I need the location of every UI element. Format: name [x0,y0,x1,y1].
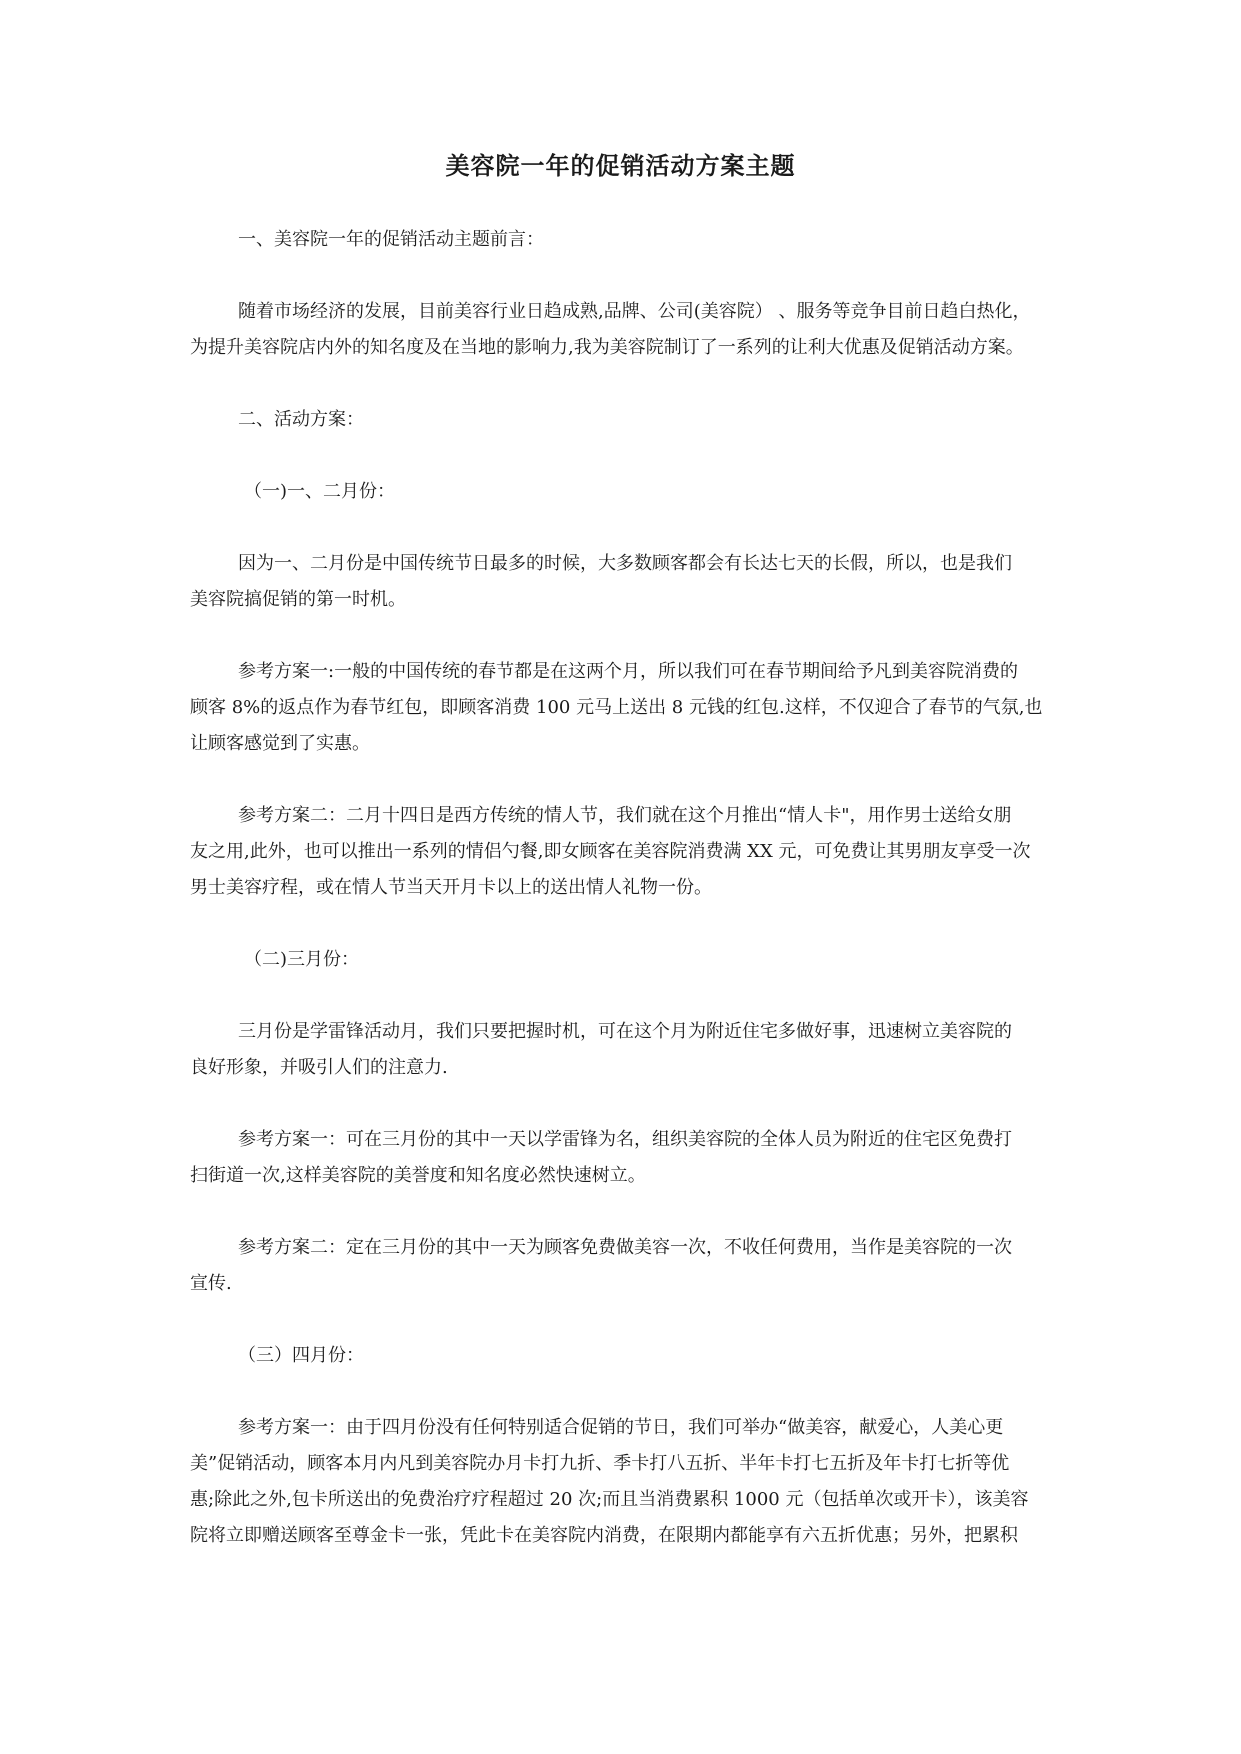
text-line: 院将立即赠送顾客至尊金卡一张，凭此卡在美容院内消费，在限期内都能享有六五折优惠；另外，把累积 [190,1525,1018,1546]
text-line: 宣传. [190,1273,232,1294]
text-line: 一、美容院一年的促销活动主题前言： [238,229,544,250]
subheading-march [190,942,1060,978]
text-line: 因为一、二月份是中国传统节日最多的时候，大多数顾客都会有长达七天的长假，所以，也是我们 [238,553,1012,574]
text-line: （三）四月份： [238,1345,364,1366]
paragraph-preface [190,294,1060,366]
subheading-april [190,1338,1060,1374]
document-title: 美容院一年的促销活动方案主题 [445,151,796,180]
subheading-jan-feb [190,474,1060,510]
text-line: 良好形象，并吸引人们的注意力. [190,1057,448,1078]
text-line: 美”促销活动，顾客本月内凡到美容院办月卡打九折、季卡打八五折、半年卡打七五折及年卡打七折等优 [190,1453,1010,1474]
text-line: 参考方案二：二月十四日是西方传统的情人节，我们就在这个月推出“情人卡"，用作男士送给女朋 [238,805,1012,826]
text-line: 男士美容疗程，或在情人节当天开月卡以上的送出情人礼物一份。 [190,877,712,898]
text-line: 三月份是学雷锋活动月，我们只要把握时机，可在这个月为附近住宅多做好事，迅速树立美容院的 [238,1021,1012,1042]
text-line: 参考方案一：可在三月份的其中一天以学雷锋为名，组织美容院的全体人员为附近的住宅区免费打 [238,1129,1012,1150]
text-line: 惠;除此之外,包卡所送出的免费治疗疗程超过 20 次;而且当消费累积 1000 元（包括单次或开卡），该美容 [190,1489,1029,1510]
text-line: 美容院搞促销的第一时机。 [190,589,406,610]
paragraph-jan-feb-plan-2 [190,798,1060,906]
paragraph-march-plan-2 [190,1230,1060,1302]
text-line: 参考方案一：由于四月份没有任何特别适合促销的节日，我们可举办“做美容，献爱心，人美心更 [238,1417,1004,1438]
paragraph-jan-feb-intro [190,546,1060,618]
paragraph-preface-heading [190,222,1060,258]
text-line: 让顾客感觉到了实惠。 [190,733,370,754]
text-line: 二、活动方案： [238,409,364,430]
text-line: （二)三月份： [244,949,360,970]
paragraph-march-intro [190,1014,1060,1086]
section-heading-plans [190,402,1060,438]
paragraph-march-plan-1 [190,1122,1060,1194]
text-line: （一)一、二月份： [244,481,396,502]
text-line: 顾客 8%的返点作为春节红包，即顾客消费 100 元马上送出 8 元钱的红包.这样，不仅迎合了春节的气氛,也 [190,697,1043,718]
text-line: 参考方案一:一般的中国传统的春节都是在这两个月，所以我们可在春节期间给予凡到美容院消费的 [238,661,1019,682]
paragraph-jan-feb-plan-1 [190,654,1060,762]
text-line: 为提升美容院店内外的知名度及在当地的影响力,我为美容院制订了一系列的让利大优惠及促销活动方案。 [190,337,1024,358]
text-line: 随着市场经济的发展，目前美容行业日趋成熟,品牌、公司(美容院） 、服务等竞争目前日趋白热化， [238,301,1031,322]
text-line: 扫街道一次,这样美容院的美誉度和知名度必然快速树立。 [190,1165,646,1186]
text-line: 友之用,此外，也可以推出一系列的情侣勺餐,即女顾客在美容院消费满 XX 元，可免费让其男朋友享受一次 [190,841,1031,862]
paragraph-april-plan-1 [190,1410,1060,1554]
text-line: 参考方案二：定在三月份的其中一天为顾客免费做美容一次，不收任何费用，当作是美容院的一次 [238,1237,1012,1258]
